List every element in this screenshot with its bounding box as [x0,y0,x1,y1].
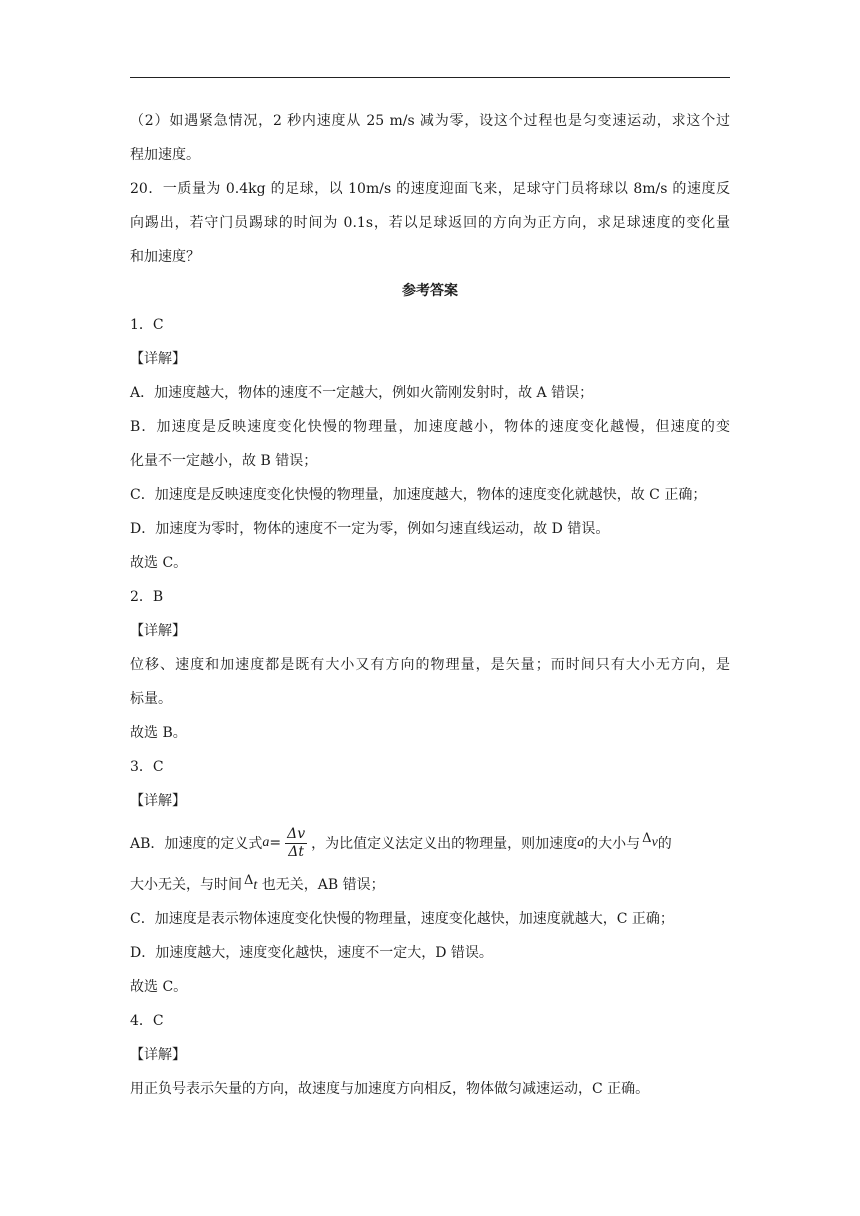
document-body [130,104,730,1106]
answer3-option-d: D．加速度越大，速度变化越快，速度不一定大，D 错误。 [130,945,493,961]
answer2-choice: 故选 B。 [130,725,187,741]
q20-line1: 20．一质量为 0.4kg 的足球，以 10m/s 的速度迎面飞来，足球守门员将球以 8m/s 的速度反 [130,181,730,197]
ab-middle-text: ，为比值定义法定义出的物理量，则加速度 [311,836,578,852]
answer1-detail-tag: 【详解】 [130,351,186,367]
delta-symbol-2: Δ [244,873,254,888]
ab2-prefix-text: 大小无关，与时间 [130,877,242,893]
ab-prefix-text: AB．加速度的定义式 [130,836,263,852]
var-a: a [262,835,270,850]
var-t: t [253,878,258,893]
q19-part2-line2: 程加速度。 [130,147,200,163]
answer2-line1: 位移、速度和加速度都是既有大小又有方向的物理量，是矢量；而时间只有大小无方向，是 [130,657,730,673]
answer1-label: 1．C [130,317,164,333]
answer3-option-ab-line1 [130,818,730,868]
answers-heading: 参考答案 [402,283,458,299]
answer1-option-b-line1: B．加速度是反映速度变化快慢的物理量，加速度越小，物体的速度变化越慢，但速度的变 [130,419,730,435]
answer1-choice: 故选 C。 [130,555,188,571]
answer2-label: 2．B [130,589,164,605]
q20-line3: 和加速度？ [130,249,200,265]
answer1-option-c: C．加速度是反映速度变化快慢的物理量，加速度越大，物体的速度变化就越快，故 C 正确； [130,487,707,503]
delta-v-over-delta-t-fraction [285,826,307,861]
header-rule [130,77,730,78]
answer2-line2: 标量。 [130,691,172,707]
answer3-option-c: C．加速度是表示物体速度变化快慢的物理量，速度变化越快，加速度就越大，C 正确； [130,911,674,927]
var-v: v [651,835,658,850]
q19-part2-line1: （2）如遇紧急情况，2 秒内速度从 25 m/s 减为零，设这个过程也是匀变速运动，求这个过 [130,113,730,129]
answer1-option-b-line2: 化量不一定越小，故 B 错误； [130,453,318,469]
answer4-detail-tag: 【详解】 [130,1047,186,1063]
answer1-option-a: A．加速度越大，物体的速度不一定越大，例如火箭刚发射时，故 A 错误； [130,385,594,401]
fraction-denominator: Δt [288,843,305,860]
fraction-numerator: Δv [287,825,306,842]
answer3-choice: 故选 C。 [130,979,188,995]
answer2-detail-tag: 【详解】 [130,623,186,639]
ab-suffix-text: 的 [657,836,672,852]
ab-middle-text-2: 的大小与 [584,836,641,852]
q20-line2: 向踢出，若守门员踢球的时间为 0.1s，若以足球返回的方向为正方向，求足球速度的变化量 [130,215,730,231]
delta-symbol: Δ [642,830,652,846]
ab2-suffix-text: 也无关，AB 错误； [257,877,385,893]
equals-sign: = [269,835,282,851]
var-a-2: a [577,835,585,850]
answer3-detail-tag: 【详解】 [130,793,186,809]
answer4-label: 4．C [130,1013,164,1029]
answer1-option-d: D．加速度为零时，物体的速度不一定为零，例如匀速直线运动，故 D 错误。 [130,521,610,537]
answer3-option-ab-line2 [130,868,730,902]
answer3-label: 3．C [130,759,164,775]
answer4-line1: 用正负号表示矢量的方向，故速度与加速度方向相反，物体做匀减速运动，C 正确。 [130,1081,650,1097]
